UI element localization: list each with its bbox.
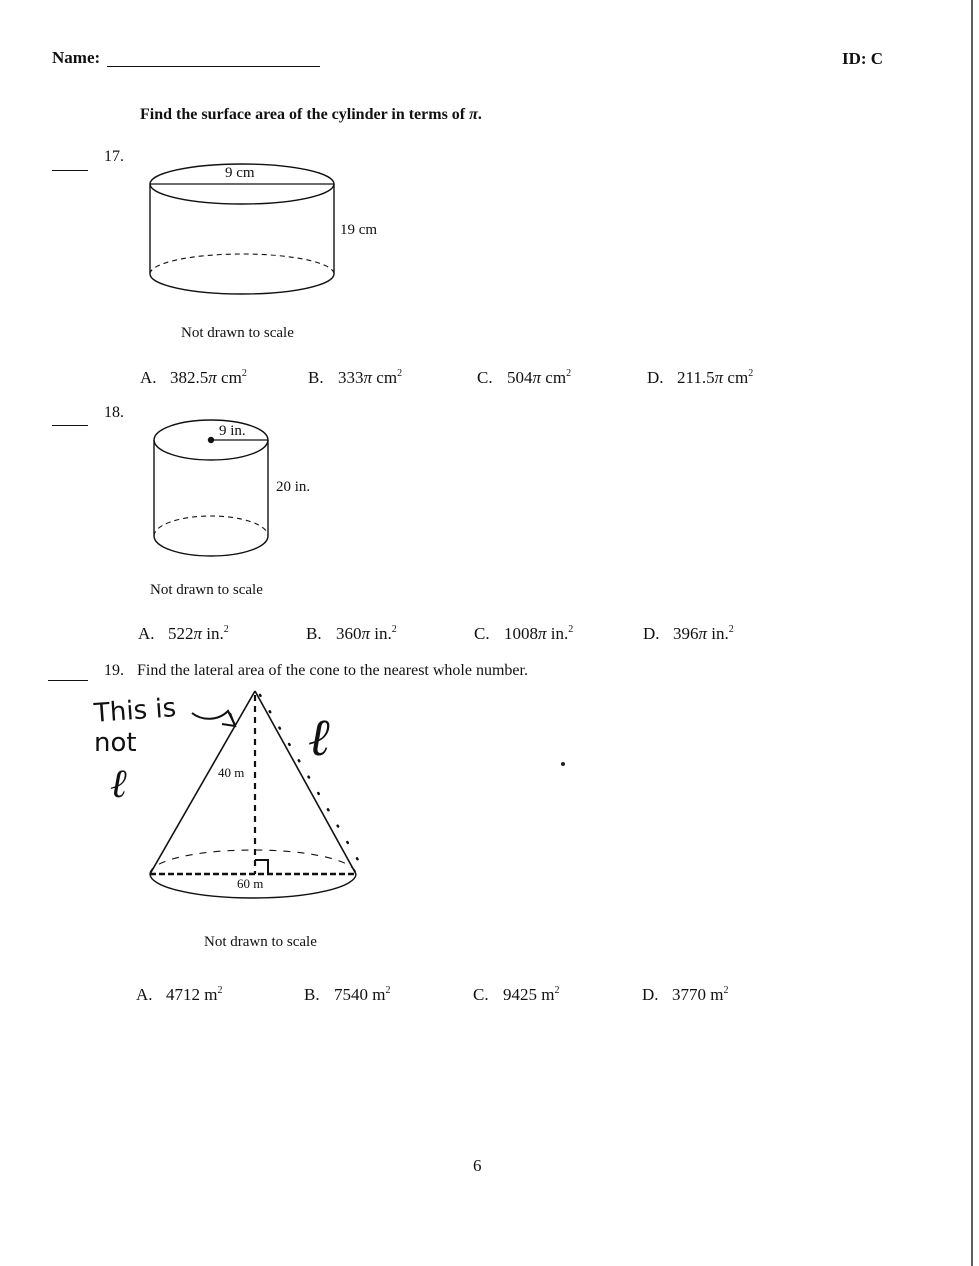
question-number-17: 17. [104,148,124,165]
question-prompt-19: Find the lateral area of the cone to the nearest whole number. [137,662,528,679]
page-number: 6 [473,1156,482,1175]
diameter-label-19: 60 m [237,876,264,891]
choice-19-d[interactable]: D. 3770 $m^2$ [642,985,729,1004]
handwritten-arrow [192,711,235,725]
cone-figure-19 [140,685,440,915]
choice-17-d[interactable]: D. 211.5π $cm^2$ [647,368,754,387]
answer-blank-19[interactable] [48,680,88,681]
instruction-period: . [477,106,482,123]
instruction-text: Find the surface area of the cylinder in terms of [140,106,470,123]
handwritten-note-line1: This is [93,693,178,729]
scale-note-18: Not drawn to scale [150,582,263,598]
answer-blank-17[interactable] [52,170,88,171]
question-number-19: 19. [104,662,124,679]
diameter-label-17: 9 cm [225,165,255,181]
cylinder-bottom-back [150,254,334,274]
scan-edge-line [971,0,973,1266]
choice-17-b[interactable]: B. 333π $cm^2$ [308,368,403,387]
choice-19-a[interactable]: A. 4712 $m^2$ [136,985,223,1004]
choice-18-c[interactable]: C. 1008π in.$^2$ [474,624,574,643]
choice-17-a[interactable]: A. 382.5π $cm^2$ [140,368,247,387]
cylinder-bottom-front [150,274,334,294]
choice-18-b[interactable]: B. 360π in.$^2$ [306,624,397,643]
scale-note-17: Not drawn to scale [181,325,294,341]
test-id: ID: C [842,49,884,68]
question-number-18: 18. [104,404,124,421]
name-label: Name: [52,48,101,67]
right-angle-marker [255,860,268,874]
cylinder-bottom-back [154,516,268,536]
cylinder-bottom-front [154,536,268,556]
stray-mark [561,762,565,766]
cone-right-side [255,691,356,874]
answer-blank-18[interactable] [52,425,88,426]
handwritten-note-ell: ℓ [110,761,127,807]
choice-18-a[interactable]: A. 522π in.$^2$ [138,624,229,643]
handwritten-slant-symbol: ℓ [308,708,330,768]
choice-19-b[interactable]: B. 7540 $m^2$ [304,985,391,1004]
choice-18-d[interactable]: D. 396π in.$^2$ [643,624,734,643]
choice-19-c[interactable]: C. 9425 $m^2$ [473,985,560,1004]
section-instruction [140,106,482,124]
choice-17-c[interactable]: C. 504π $cm^2$ [477,368,572,387]
cone-base-back [150,850,356,874]
handwritten-note-line2: not [94,728,137,758]
height-label-17: 19 cm [340,222,378,238]
height-label-18: 20 in. [276,479,311,495]
name-field-line[interactable] [107,66,320,67]
scale-note-19: Not drawn to scale [204,934,317,950]
height-label-19: 40 m [218,765,245,780]
radius-label-18: 9 in. [219,423,246,439]
pi-symbol: π [469,106,478,123]
